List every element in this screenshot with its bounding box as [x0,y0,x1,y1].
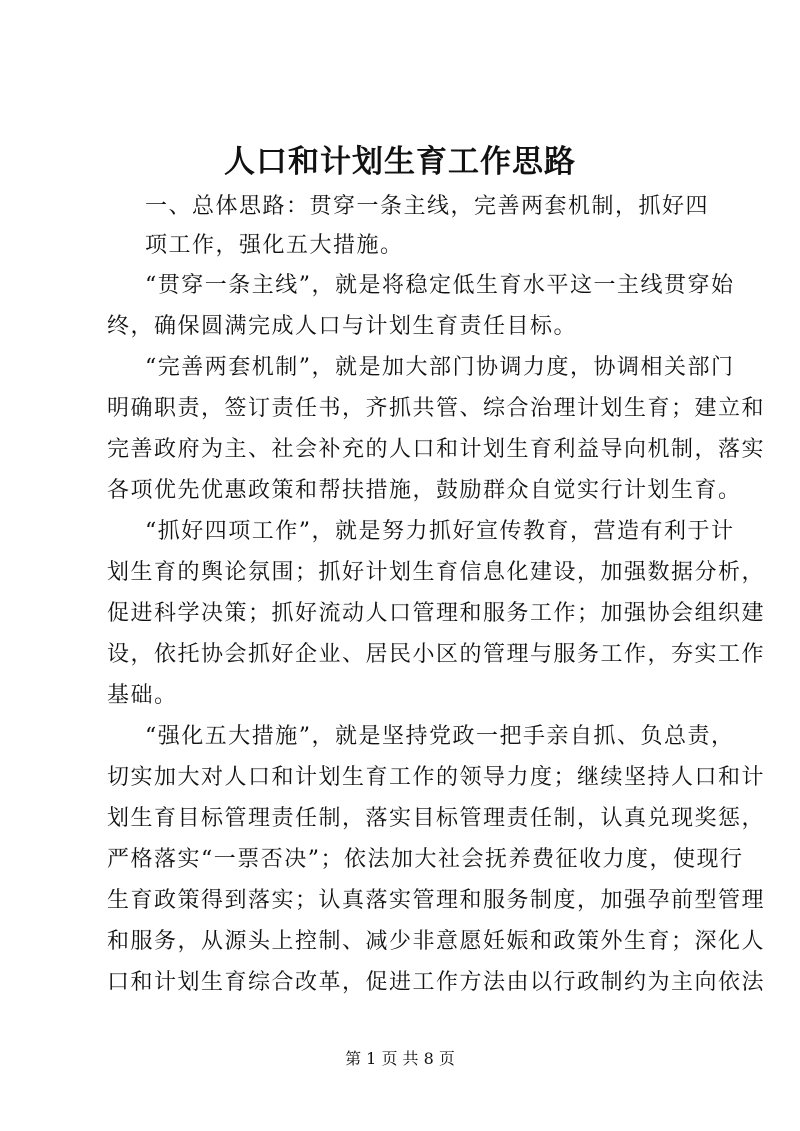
text-line: 划生育的舆论氛围；抓好计划生育信息化建设，加强数据分析， [107,560,766,585]
page-number: 第 1 页 共 8 页 [345,1049,455,1068]
text-line: 生育政策得到落实；认真落实管理和服务制度，加强孕前型管理 [107,888,766,913]
text-line: “强化五大措施”，就是坚持党政一把手亲自抓、负总责， [145,724,735,749]
text-line: 切实加大对人口和计划生育工作的领导力度；继续坚持人口和计 [107,765,766,790]
text-line: 终，确保圆满完成人口与计划生育责任目标。 [107,314,578,339]
text-line: 划生育目标管理责任制，落实目标管理责任制，认真兑现奖惩， [107,806,766,831]
text-line: 和服务，从源头上控制、减少非意愿妊娠和政策外生育；深化人 [107,929,766,954]
text-line: 基础。 [107,683,178,708]
text-line: 完善政府为主、社会补充的人口和计划生育利益导向机制，落实 [107,437,766,462]
text-line: 项工作，强化五大措施。 [145,233,404,258]
text-line: 口和计划生育综合改革，促进工作方法由以行政制约为主向依法 [107,970,766,995]
text-line: “完善两套机制”，就是加大部门协调力度，协调相关部门 [145,355,735,380]
text-line: 设，依托协会抓好企业、居民小区的管理与服务工作，夯实工作 [107,642,766,667]
document-title: 人口和计划生育工作思路 [224,144,576,180]
text-line: 各项优先优惠政策和帮扶措施，鼓励群众自觉实行计划生育。 [107,478,742,503]
text-line: 一、总体思路：贯穿一条主线，完善两套机制，抓好四 [145,194,710,219]
text-line: 严格落实“一票否决”；依法加大社会抚养费征收力度，使现行 [107,847,744,872]
text-line: “抓好四项工作”，就是努力抓好宣传教育，营造有利于计 [145,519,735,544]
text-line: 促进科学决策；抓好流动人口管理和服务工作；加强协会组织建 [107,601,766,626]
text-line: “贯穿一条主线”，就是将稳定低生育水平这一主线贯穿始 [145,273,735,298]
text-line: 明确职责，签订责任书，齐抓共管、综合治理计划生育；建立和 [107,396,766,421]
